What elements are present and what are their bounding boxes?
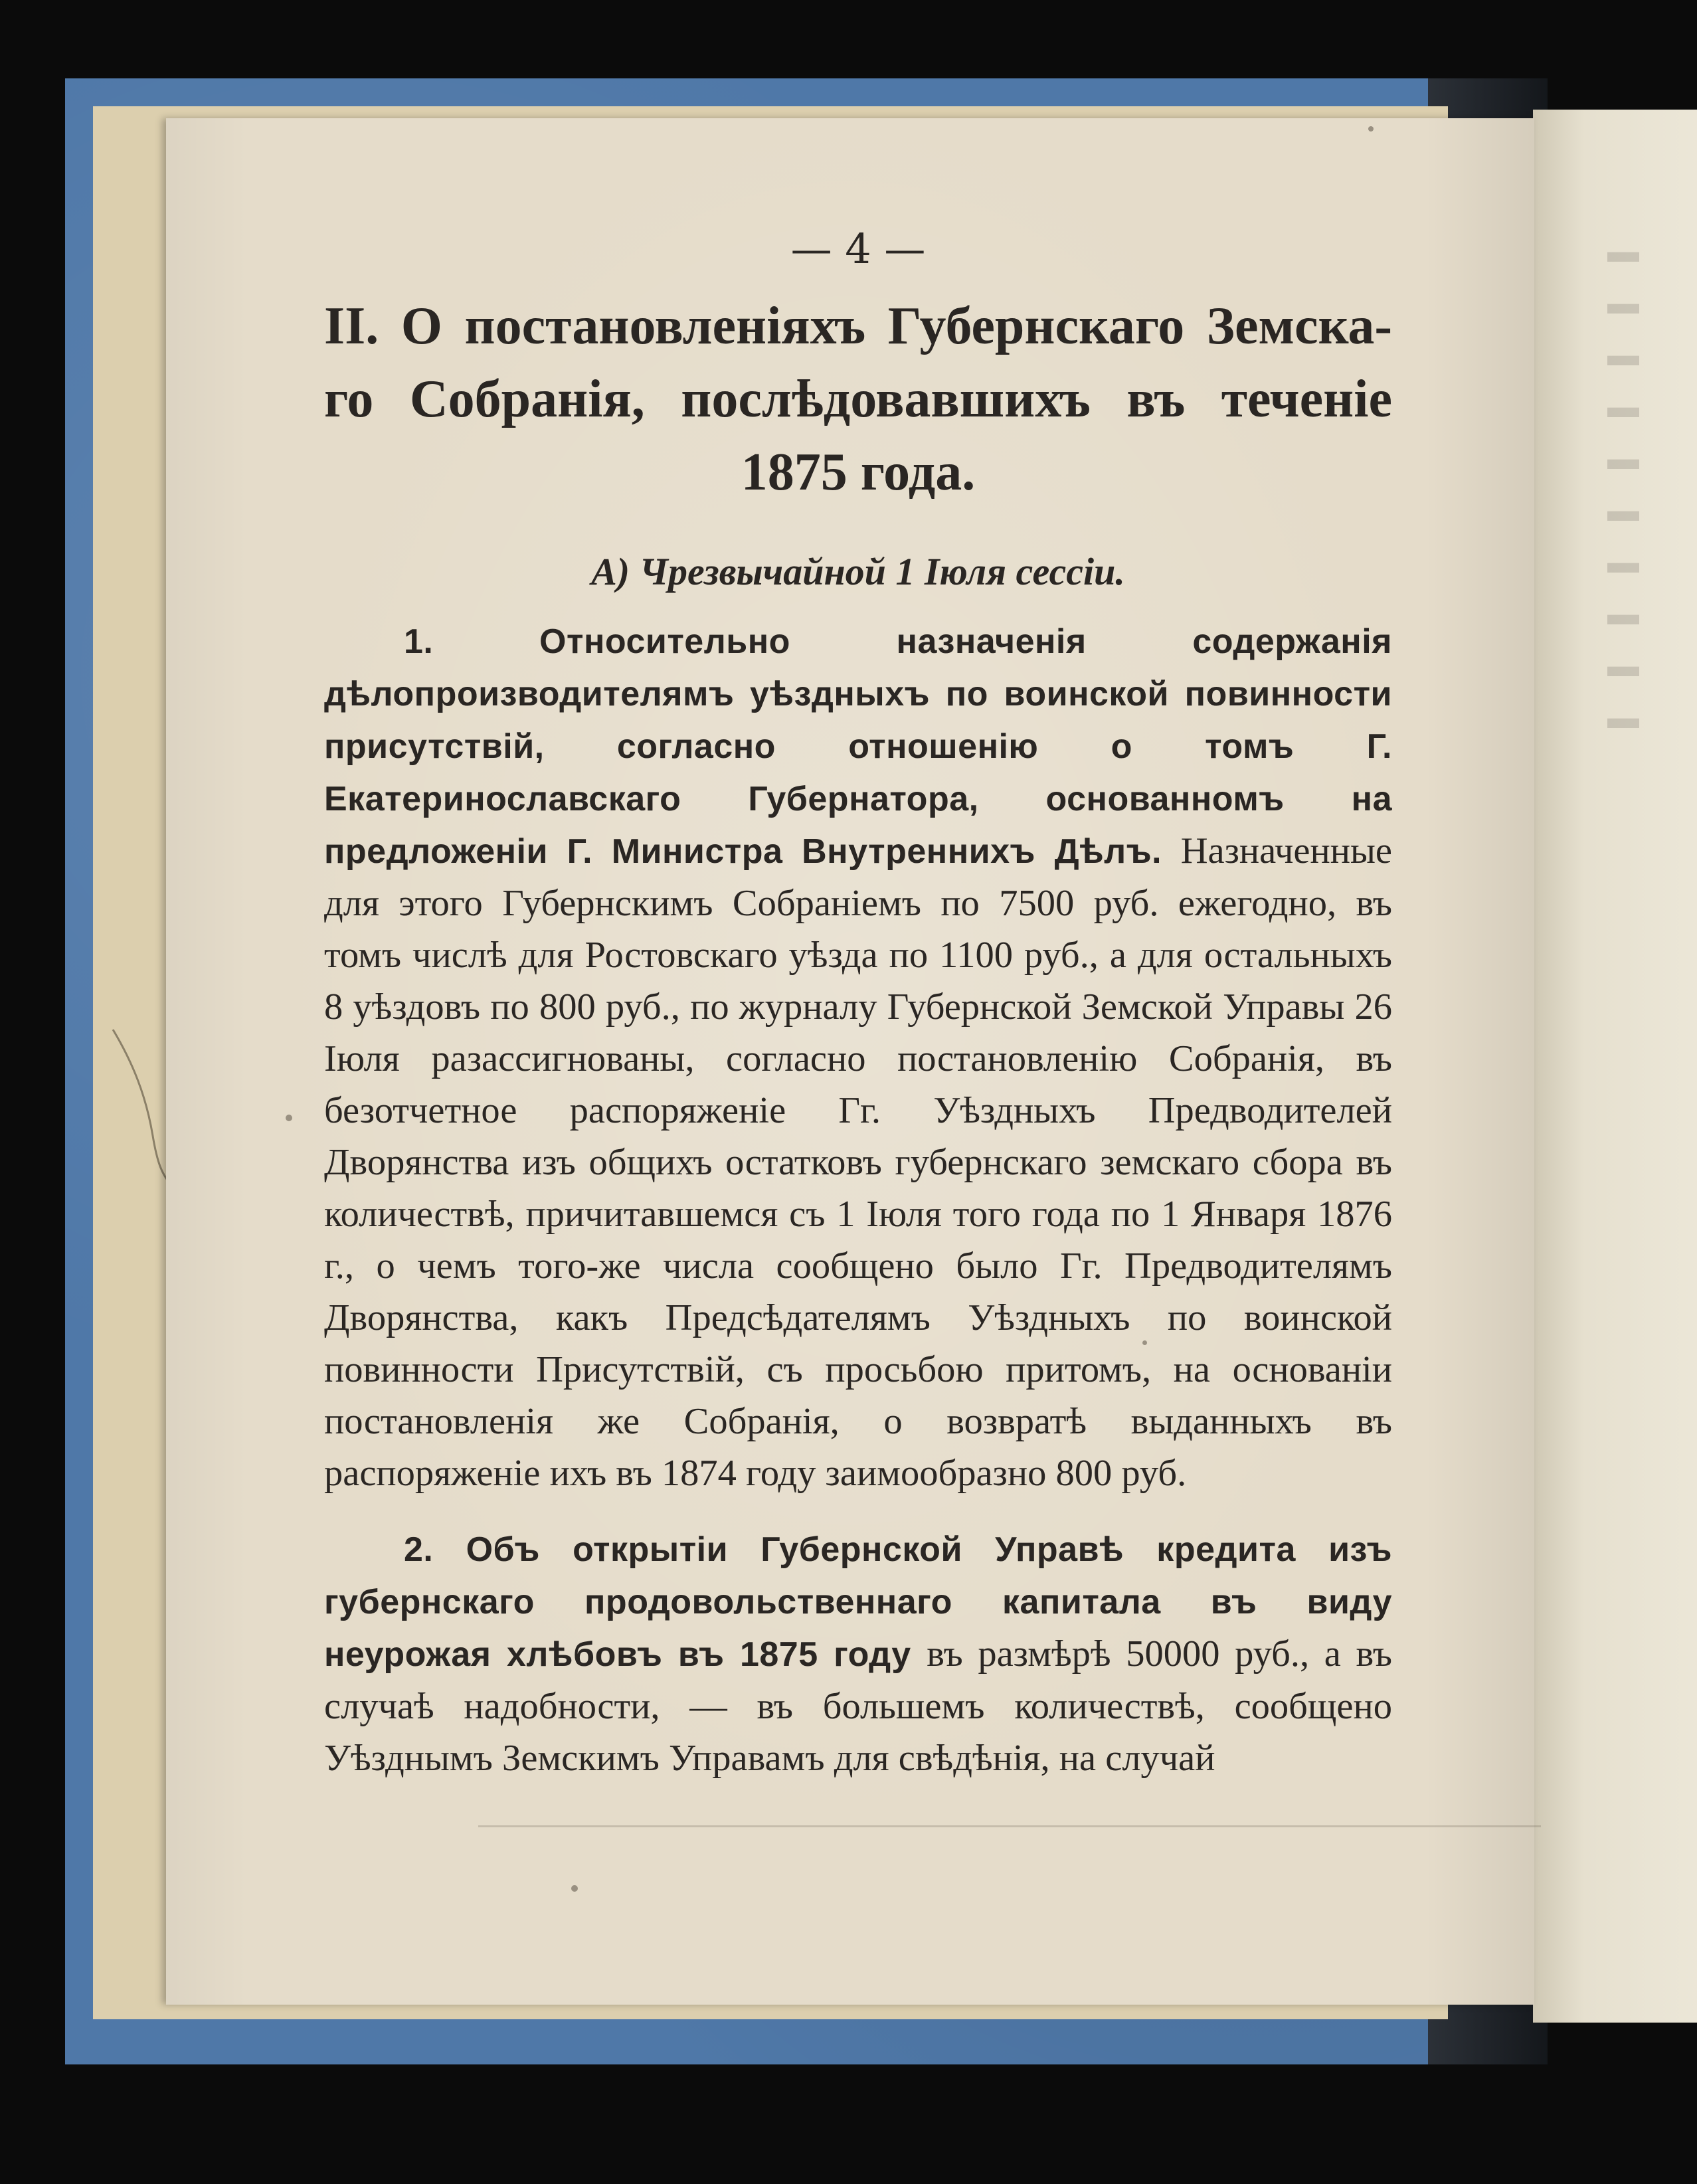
paragraph-2 <box>324 1523 1392 1784</box>
paragraph-1-body: Назначенные для этого Губернскимъ Собраніемъ по 7500 руб. ежегодно, въ томъ числѣ для Ростовскаго уѣзда по 1100 руб., а для остальныхъ 8 уѣздовъ по 800 руб., по журналу Губернской Земской Управы 26 Іюля разассигнованы, согласно постановленію Собранія, въ безотчетное распоряженіе Гг. Уѣздныхъ Предводителей Дворянства изъ общихъ остатковъ губернскаго земскаго сбора въ количествѣ, причитавшемся съ 1 Іюля того года по 1 Января 1876 г., о чемъ того-же числа сообщено было Гг. Предводителямъ Дворянства, какъ Предсѣдателямъ Уѣздныхъ по воинской повинности Присутствій, съ просьбою притомъ, на основаніи постановленія же Собранія, о возвратѣ выданныхъ въ распоряженіе ихъ въ 1874 году заимообразно 800 руб. <box>324 830 1392 1494</box>
page-bottom-rule <box>478 1825 1541 1827</box>
facing-page-bleed: ▬ ▬ ▬ ▬ ▬ ▬ ▬ ▬ ▬ ▬ <box>1607 234 1639 735</box>
paragraph-2-lead: 2. Объ открытіи Губернской Управѣ кредита изъ губернскаго продовольственнаго капитала въ виду неурожая хлѣбовъ въ 1875 году <box>324 1530 1392 1674</box>
page-number: — 4 — <box>790 225 926 273</box>
page-text <box>324 199 1392 1784</box>
section-heading: II. О постановленіяхъ Губернскаго Земска-го Собранія, послѣдовавшихъ въ теченіе 1875 года. <box>324 297 1392 501</box>
paragraph-1 <box>324 615 1392 1499</box>
section-subheading: А) Чрезвычайной 1 Іюля сессіи. <box>591 550 1125 593</box>
paragraph-2-body: въ размѣрѣ 50000 руб., а въ случаѣ надобности, — въ большемъ количествѣ, сообщено Уѣзднымъ Земскимъ Управамъ для свѣдѣнія, на случай <box>324 1633 1392 1779</box>
paragraph-1-lead: 1. Относительно назначенія содержанія дѣлопроизводителямъ уѣздныхъ по воинской повинности присутствій, согласно отношенію о томъ Г. Екатеринославскаго Губернатора, основанномъ на предложеніи Г. Министра Внутреннихъ Дѣлъ. <box>324 622 1392 871</box>
